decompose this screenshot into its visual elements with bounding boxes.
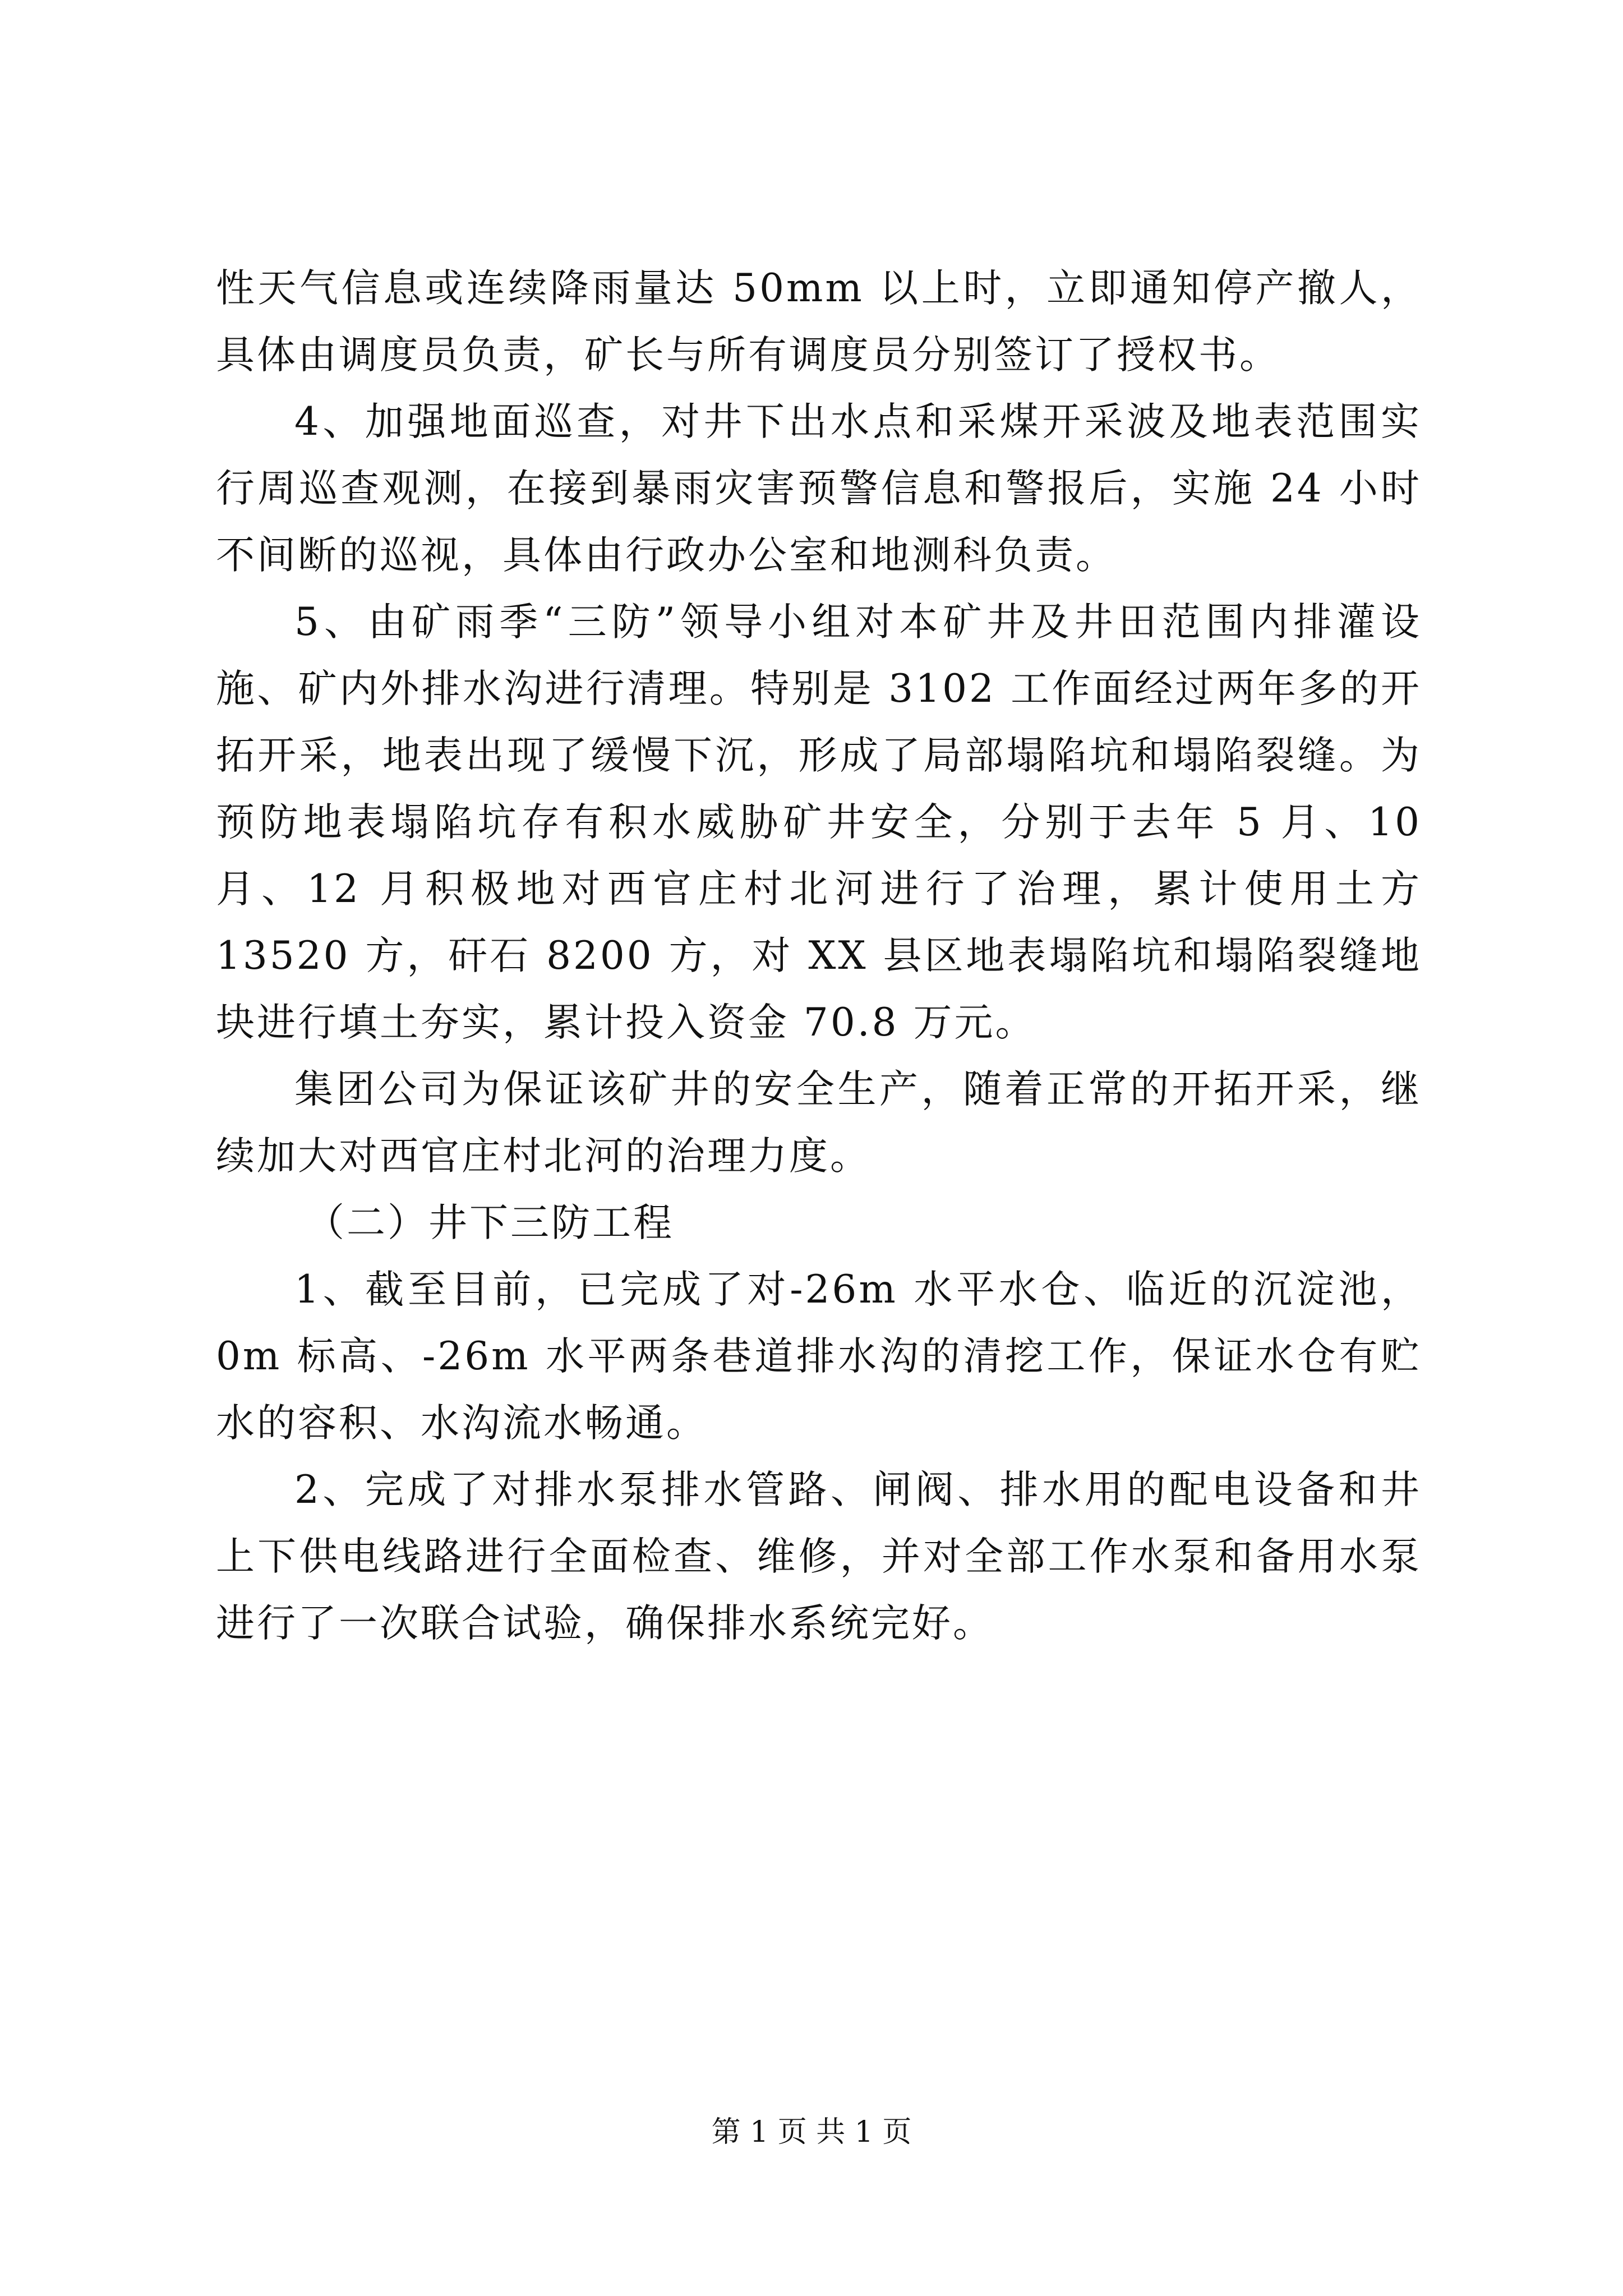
paragraph-item-4: 4、加强地面巡查，对井下出水点和采煤开采波及地表范围实行周巡查观测，在接到暴雨灾害预警信息和警报后，实施 24 小时不间断的巡视，具体由行政办公室和地测科负责。	[216, 399, 1422, 578]
paragraph-item-5: 5、由矿雨季“三防”领导小组对本矿井及井田范围内排灌设施、矿内外排水沟进行清理。特别是 3102 工作面经过两年多的开拓开采，地表出现了缓慢下沉，形成了局部塌陷坑和塌陷裂缝。为预防地表塌陷坑存有积水威胁矿井安全，分别于去年 5 月、10 月、12 月积极地对西官庄村北河进行了治理，累计使用土方 13520 方，矸石 8200 方，对 XX 县区地表塌陷坑和塌陷裂缝地块进行填土夯实，累计投入资金 70.8 万元。	[216, 600, 1422, 1045]
paragraph-underground-item-1: 1、截至目前，已完成了对-26m 水平水仓、临近的沉淀池，0m 标高、-26m 水平两条巷道排水沟的清挖工作，保证水仓有贮水的容积、水沟流水畅通。	[216, 1267, 1422, 1446]
paragraph-group-company: 集团公司为保证该矿井的安全生产，随着正常的开拓开采，继续加大对西官庄村北河的治理力度。	[216, 1067, 1422, 1179]
document-body	[216, 255, 1422, 1657]
paragraph-continuation: 性天气信息或连续降雨量达 50mm 以上时，立即通知停产撤人，具体由调度员负责，矿长与所有调度员分别签订了授权书。	[216, 266, 1422, 378]
paragraph-underground-item-2: 2、完成了对排水泵排水管路、闸阀、排水用的配电设备和井上下供电线路进行全面检查、维修，并对全部工作水泵和备用水泵进行了一次联合试验，确保排水系统完好。	[216, 1467, 1422, 1646]
section-heading-underground: （二）井下三防工程	[306, 1200, 674, 1245]
page-number-footer: 第 1 页 共 1 页	[711, 2115, 912, 2149]
